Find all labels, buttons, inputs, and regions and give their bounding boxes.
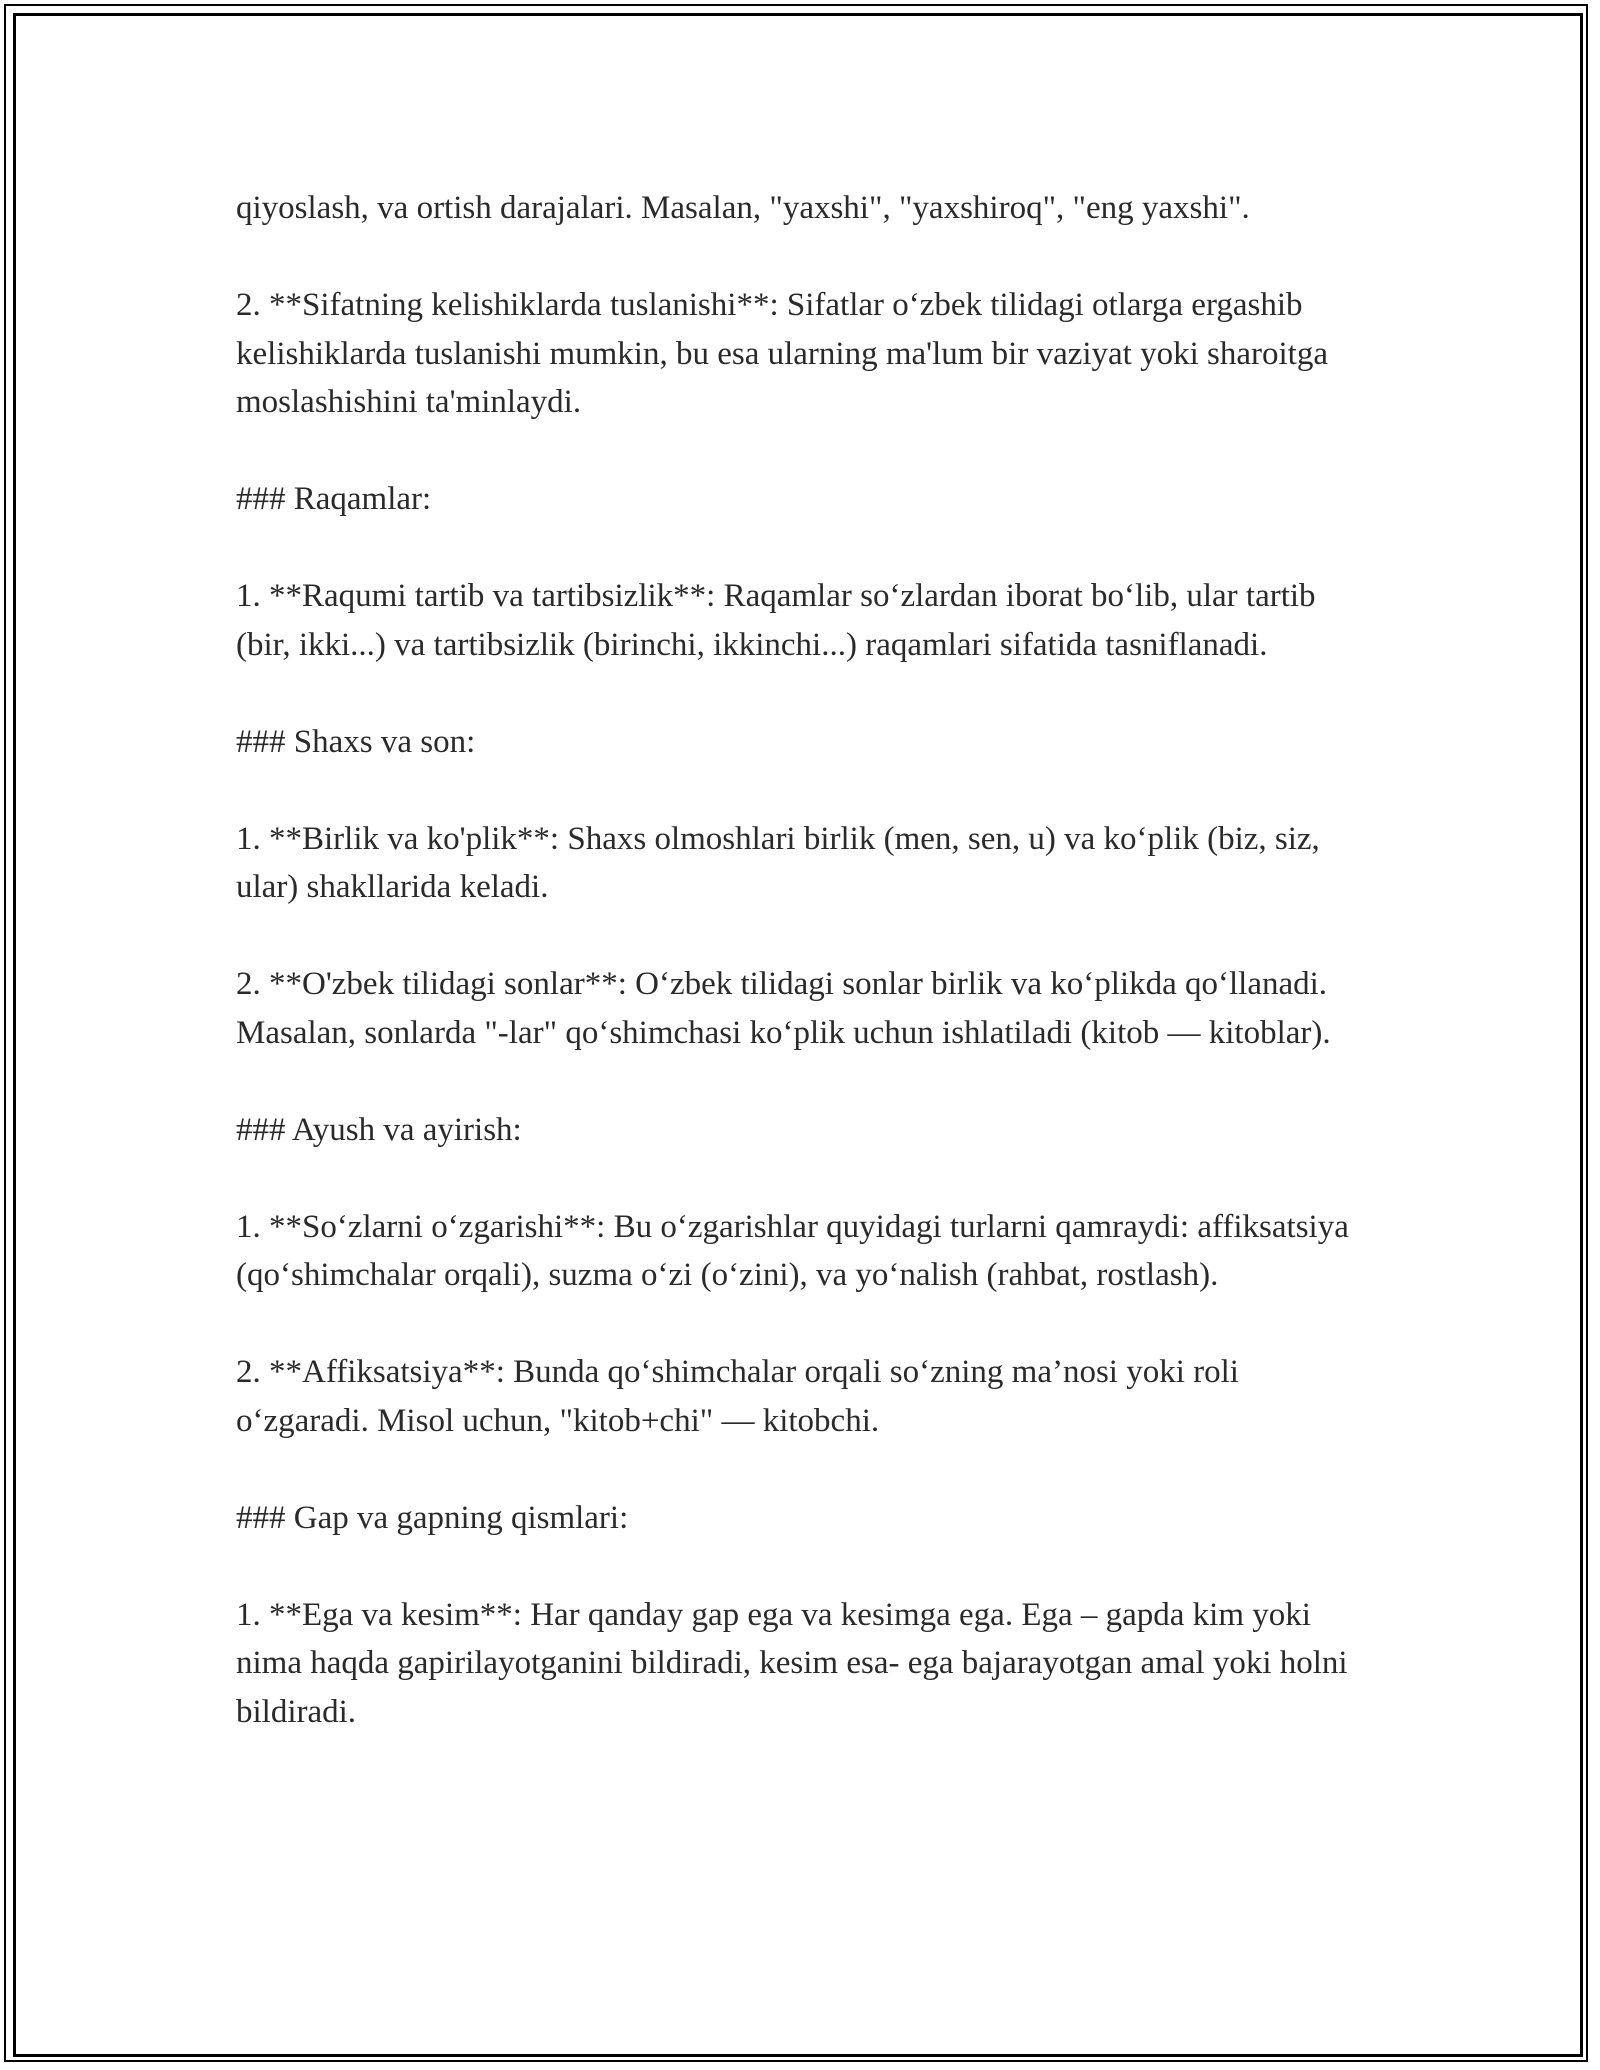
heading-ayush-va-ayirish: ### Ayush va ayirish: bbox=[236, 1111, 522, 1148]
list-item-sozlarni-ozgarishi: 1. **So‘zlarni o‘zgarishi**: Bu o‘zgarishlar quyidagi turlarni qamraydi: affiksatsiya (qo‘shimchalar orqali), suzma o‘zi (o‘zini), va yo‘nalish (rahbat, rostlash). bbox=[236, 1208, 1349, 1293]
list-item-sifat-tuslanishi: 2. **Sifatning kelishiklarda tuslanishi**: Sifatlar o‘zbek tilidagi otlarga ergashib kelishiklarda tuslanishi mumkin, bu esa ularning ma'lum bir vaziyat yoki sharoitga moslashishini ta'minlaydi. bbox=[236, 287, 1328, 420]
heading-shaxs-va-son: ### Shaxs va son: bbox=[236, 723, 476, 760]
list-item-ozbek-sonlar: 2. **O'zbek tilidagi sonlar**: O‘zbek tilidagi sonlar birlik va ko‘plikda qo‘llanadi. Masalan, sonlarda "-lar" qo‘shimchasi ko‘plik uchun ishlatiladi (kitob — kitoblar). bbox=[236, 966, 1331, 1051]
list-item-raqam-tartib: 1. **Raqumi tartib va tartibsizlik**: Raqamlar so‘zlardan iborat bo‘lib, ular tartib (bir, ikki...) va tartibsizlik (birinchi, ikkinchi...) raqamlari sifatida tasniflanadi. bbox=[236, 578, 1316, 663]
list-item-affiksatsiya: 2. **Affiksatsiya**: Bunda qo‘shimchalar orqali so‘zning ma’nosi yoki roli o‘zgaradi. Misol uchun, "kitob+chi" — kitobchi. bbox=[236, 1354, 1239, 1439]
document-body bbox=[236, 184, 1376, 1736]
paragraph-continuation: qiyoslash, va ortish darajalari. Masalan, "yaxshi", "yaxshiroq", "eng yaxshi". bbox=[236, 190, 1250, 226]
heading-gap-qismlari: ### Gap va gapning qismlari: bbox=[236, 1499, 629, 1536]
list-item-birlik-koplik: 1. **Birlik va ko'plik**: Shaxs olmoshlari birlik (men, sen, u) va ko‘plik (biz, siz, ular) shakllarida keladi. bbox=[236, 820, 1320, 905]
heading-raqamlar: ### Raqamlar: bbox=[236, 481, 432, 517]
list-item-ega-va-kesim: 1. **Ega va kesim**: Har qanday gap ega va kesimga ega. Ega – gapda kim yoki nima haqda gapirilayotganini bildiradi, kesim esa- ega bajarayotgan amal yoki holni bildiradi. bbox=[236, 1596, 1348, 1730]
